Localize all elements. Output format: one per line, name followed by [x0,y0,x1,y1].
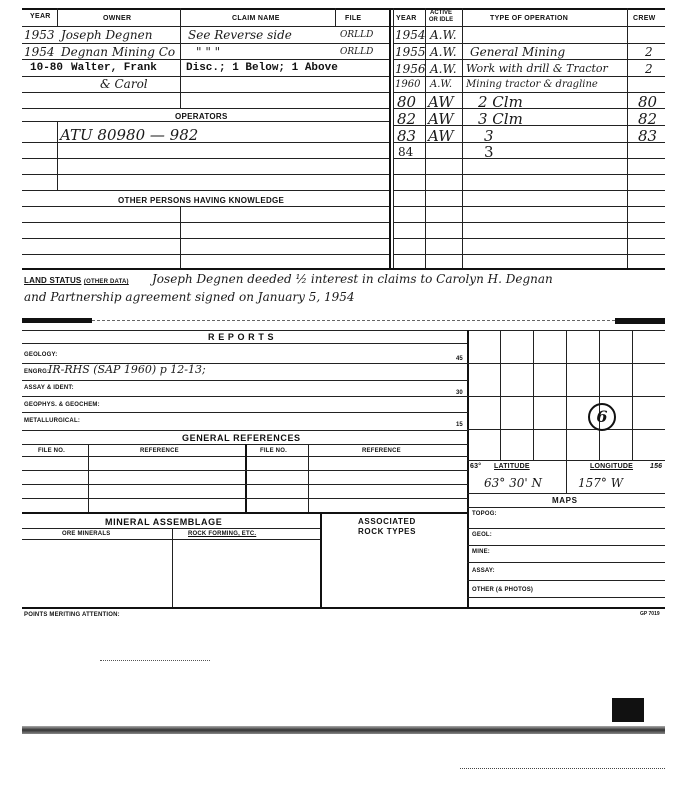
row-line [467,580,665,581]
act-type-8: 3 [484,143,494,161]
act-year-6: 82 [397,110,417,128]
operators-entry: ATU 80980 — 982 [60,126,199,144]
ore-minerals-header: ORE MINERALS [62,531,111,537]
row-line [22,158,389,159]
act-year-7: 83 [397,127,417,145]
main-divider [389,8,391,268]
row-line [467,528,665,529]
act-year-8: 84 [398,145,414,159]
row-line [22,498,468,499]
ref-reference-header: REFERENCE [140,448,179,454]
act-type-3: Work with drill & Tractor [466,62,608,75]
longitude-value: 157° W [578,476,624,490]
act-status-3: A.W. [430,62,457,76]
act-type-5: 2 Clm [478,93,523,111]
row-line [22,76,389,77]
act-type-2: General Mining [470,45,566,59]
act-crew-6: 82 [638,110,658,128]
lat-degree: 63 [470,463,479,470]
row-line [393,206,665,207]
act-type-7: 3 [484,127,494,145]
points-label: POINTS MERITING ATTENTION: [24,612,120,618]
header-year-activity: YEAR [396,15,417,22]
act-status-5: AW [428,93,454,111]
ref-reference-header-2: REFERENCE [362,448,401,454]
row-line [467,507,665,508]
owner-file-2: ORLLD [340,47,374,57]
act-type-6: 3 Clm [478,110,523,128]
row-line [22,254,389,255]
rock-forming-header: ROCK FORMING, ETC. [188,531,257,537]
land-status-top [22,268,665,270]
owner-year-2: 1954 [24,45,55,59]
top-border [22,8,665,10]
header-claim-name: CLAIM NAME [232,15,280,22]
act-crew-7: 83 [638,127,658,145]
owner-name-1: Joseph Degnen [61,28,153,42]
row-line [393,158,665,159]
row-line [22,108,389,109]
scan-streak [22,726,665,734]
row-line [22,528,320,529]
row-line [22,484,468,485]
row-line [393,254,665,255]
col-div [180,206,181,268]
row-line [22,430,468,431]
operators-title: OPERATORS [175,112,228,121]
land-status-sublabel: (OTHER DATA) [83,279,129,285]
row-line [22,190,389,191]
lon-degree: 156 [650,463,663,470]
col-div-active [462,8,463,268]
row-line [393,76,665,77]
points-top-line [22,607,665,609]
maps-geol: GEOL: [472,532,492,538]
rock-types-label: ROCK TYPES [358,527,417,536]
owner-claim-3: Disc.; 1 Below; 1 Above [186,62,338,74]
row-line [22,412,468,413]
coord-divider [566,460,567,493]
mineral-assemblage-title: MINERAL ASSEMBLAGE [105,517,223,527]
row-line [22,512,468,514]
reports-top-line [22,330,665,331]
row-line [393,222,665,223]
act-crew-5: 80 [638,93,658,111]
row-line [22,174,389,175]
ref-file-no-header: FILE NO. [38,448,65,454]
row-line [22,222,389,223]
row-line [22,238,389,239]
act-year-4: 1960 [395,79,421,90]
form-number: GP 7019 [640,611,660,617]
row-line [22,59,389,60]
grid-line [632,330,633,460]
owner-year-3: 10-80 [30,62,64,74]
act-status-1: A.W. [430,28,457,42]
reports-title: R E P O R T S [208,332,275,342]
maps-mine: MINE: [472,549,490,555]
land-status-label-text: LAND STATUS [24,276,82,285]
maps-title: MAPS [552,496,578,505]
header-file: FILE [345,15,362,22]
act-crew-2: 2 [645,45,653,59]
general-references-title: GENERAL REFERENCES [182,433,301,443]
maps-other: OTHER (& PHOTOS) [472,587,534,593]
header-year: YEAR [30,13,51,20]
header-bottom-line [22,26,665,27]
grid-line [599,330,600,460]
row-line [22,539,320,540]
row-line [393,190,665,191]
col-div-crew [627,8,628,268]
act-status-4: A.W. [430,79,453,90]
col-div [335,8,336,26]
maps-topog: TOPOG: [472,511,497,517]
col-div [180,8,181,26]
grid-number-15: 15 [456,422,463,428]
engrg-value: IR-RHS (SAP 1960) p 12-13; [48,363,206,376]
row-line [22,380,468,381]
reports-title-line [22,343,468,344]
smudge-mark [22,318,92,323]
owner-name-3: Walter, Frank [71,62,157,74]
latitude-label: LATITUDE [494,463,530,470]
act-status-2: A.W. [430,45,457,59]
act-type-4: Mining tractor & dragline [466,79,598,90]
grid-number-30: 30 [456,390,463,396]
owner-name-4: & Carol [100,77,148,91]
other-persons-line [22,206,389,207]
act-status-7: AW [428,127,454,145]
scan-speckle [100,660,210,661]
header-owner: OWNER [103,15,132,22]
owner-name-2: Degnan Mining Co [61,45,176,59]
engrg-label: ENGRG: [24,369,50,375]
right-panel-divider [467,330,469,608]
owner-year-1: 1953 [24,28,55,42]
row-line [393,238,665,239]
associated-label: ASSOCIATED [358,517,416,526]
grid-line [467,429,665,430]
owner-claim-1: See Reverse side [188,28,292,42]
header-crew: CREW [633,15,656,22]
act-year-1: 1954 [395,28,426,42]
act-year-5: 80 [397,93,417,111]
col-div [57,8,58,26]
smudge-mark [615,318,665,324]
row-line [467,597,665,598]
longitude-label: LONGITUDE [590,463,634,470]
row-line [22,43,389,44]
main-divider-inner [393,8,394,268]
owner-file-1: ORLLD [340,30,374,40]
other-persons-title: OTHER PERSONS HAVING KNOWLEDGE [118,196,285,205]
operators-line [22,121,389,122]
owner-claim-2: " " " [196,45,221,59]
row-line [393,59,665,60]
geophys-label: GEOPHYS. & GEOCHEM: [24,402,100,408]
act-crew-3: 2 [645,62,653,76]
row-line [393,43,665,44]
latitude-value: 63° 30' N [484,476,542,490]
ref-file-no-header-2: FILE NO. [260,448,287,454]
header-active-idle: ACTIVE OR IDLE [428,10,454,23]
lat-degree-prefix: 63° [470,463,482,470]
land-status-label [24,276,129,285]
map-location-mark: 6 [588,403,616,431]
col-div [172,528,173,608]
act-year-3: 1956 [395,62,426,76]
grid-line [500,330,501,460]
smudge-line [92,320,615,321]
row-line [22,142,389,143]
grid-line [566,330,567,460]
col-div [88,444,89,512]
maps-assay: ASSAY: [472,568,495,574]
col-div [320,512,322,608]
col-div [245,444,247,512]
row-line [22,396,468,397]
grid-line [467,396,665,397]
header-type-of-operation: TYPE OF OPERATION [490,15,569,22]
grid-line [533,330,534,460]
row-line [393,174,665,175]
col-div [308,444,309,512]
col-div [180,26,181,108]
row-line [467,545,665,546]
scan-black-mark [612,698,644,722]
grid-number-45: 45 [456,356,463,362]
row-line [467,562,665,563]
act-year-2: 1955 [395,45,426,59]
col-div [57,121,58,190]
land-status-line-1: Joseph Degnen deeded ½ interest in claims to Carolyn H. Degnan [152,272,553,286]
geology-label: GEOLOGY: [24,352,58,358]
scan-speckle [460,768,665,769]
assay-label: ASSAY & IDENT: [24,385,74,391]
land-status-line-2: and Partnership agreement signed on January 5, 1954 [24,290,355,304]
grid-line [467,363,665,364]
row-line [467,493,665,494]
act-status-6: AW [428,110,454,128]
row-line [22,470,468,471]
metallurgical-label: METALLURGICAL: [24,418,81,424]
row-line [22,92,389,93]
